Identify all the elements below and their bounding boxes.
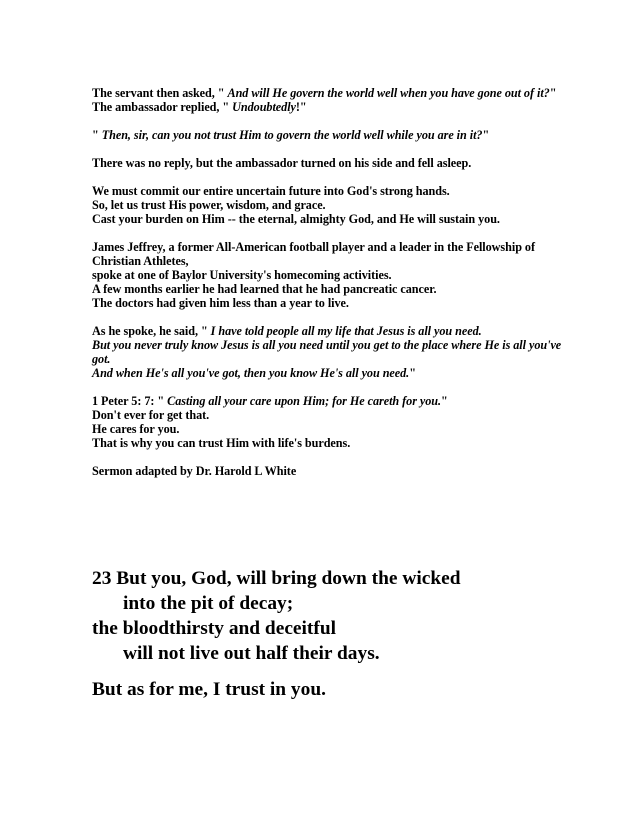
text-run: 1 Peter 5: 7: "	[92, 394, 168, 408]
psalm-line: the bloodthirsty and deceitful	[92, 618, 337, 639]
text-line: Don't ever for get that.	[92, 408, 210, 422]
paragraph-no-reply: There was no reply, but the ambassador turned on his side and fell asleep.	[92, 156, 472, 170]
psalm-line: will not live out half their days.	[123, 643, 380, 664]
psalm-line: into the pit of decay;	[123, 593, 294, 614]
text-run: The ambassador replied, "	[92, 100, 233, 114]
text-line: He cares for you.	[92, 422, 180, 436]
scripture-line	[92, 394, 562, 408]
paragraph-servant-question	[92, 86, 562, 114]
italic-quote: Casting all your care upon Him; for He careth for you.	[167, 394, 442, 408]
italic-quote: I have told people all my life that Jesus is all you need.	[210, 324, 482, 338]
sermon-text	[92, 86, 562, 492]
paragraph-trust-question	[92, 128, 562, 142]
text-line	[92, 324, 562, 338]
psalm-line: 23 But you, God, will bring down the wicked	[92, 568, 461, 589]
text-run: As he spoke, he said, "	[92, 324, 211, 338]
text-line: We must commit our entire uncertain future into God's strong hands.	[92, 184, 450, 198]
text-line: spoke at one of Baylor University's homecoming activities.	[92, 268, 392, 282]
text-run: "	[409, 366, 416, 380]
paragraph-commit-future	[92, 184, 562, 226]
italic-quote: But you never truly know Jesus is all you need until you get to the place where He is all you've got.	[92, 338, 562, 366]
text-run: "	[549, 86, 557, 100]
text-line	[92, 338, 562, 366]
text-line: So, let us trust His power, wisdom, and grace.	[92, 198, 326, 212]
paragraph-james-jeffrey	[92, 240, 562, 310]
text-line: James Jeffrey, a former All-American football player and a leader in the Fellowship of Christian Athletes,	[92, 240, 535, 268]
text-run: "	[92, 128, 102, 142]
psalm-verse	[92, 566, 612, 702]
psalm-closing-line: But as for me, I trust in you.	[92, 679, 326, 700]
paragraph-jesus-all-you-need	[92, 324, 562, 380]
ambassador-reply-line	[92, 100, 562, 114]
text-run: !"	[295, 100, 307, 114]
text-line: A few months earlier he had learned that he had pancreatic cancer.	[92, 282, 437, 296]
text-run: The servant then asked, "	[92, 86, 228, 100]
paragraph-peter-verse	[92, 394, 562, 450]
text-line: The doctors had given him less than a year to live.	[92, 296, 349, 310]
italic-quote: Undoubtedly	[232, 100, 296, 114]
italic-quote: And will He govern the world well when you have gone out of it?	[227, 86, 550, 100]
italic-quote: And when He's all you've got, then you know He's all you need.	[92, 366, 410, 380]
sermon-credit: Sermon adapted by Dr. Harold L White	[92, 464, 297, 478]
text-line	[92, 366, 562, 380]
italic-quote: Then, sir, can you not trust Him to govern the world well while you are in it?	[101, 128, 483, 142]
text-run: "	[482, 128, 490, 142]
text-run: "	[441, 394, 448, 408]
text-line: Cast your burden on Him -- the eternal, almighty God, and He will sustain you.	[92, 212, 500, 226]
text-line: That is why you can trust Him with life's burdens.	[92, 436, 351, 450]
servant-question-line	[92, 86, 562, 100]
